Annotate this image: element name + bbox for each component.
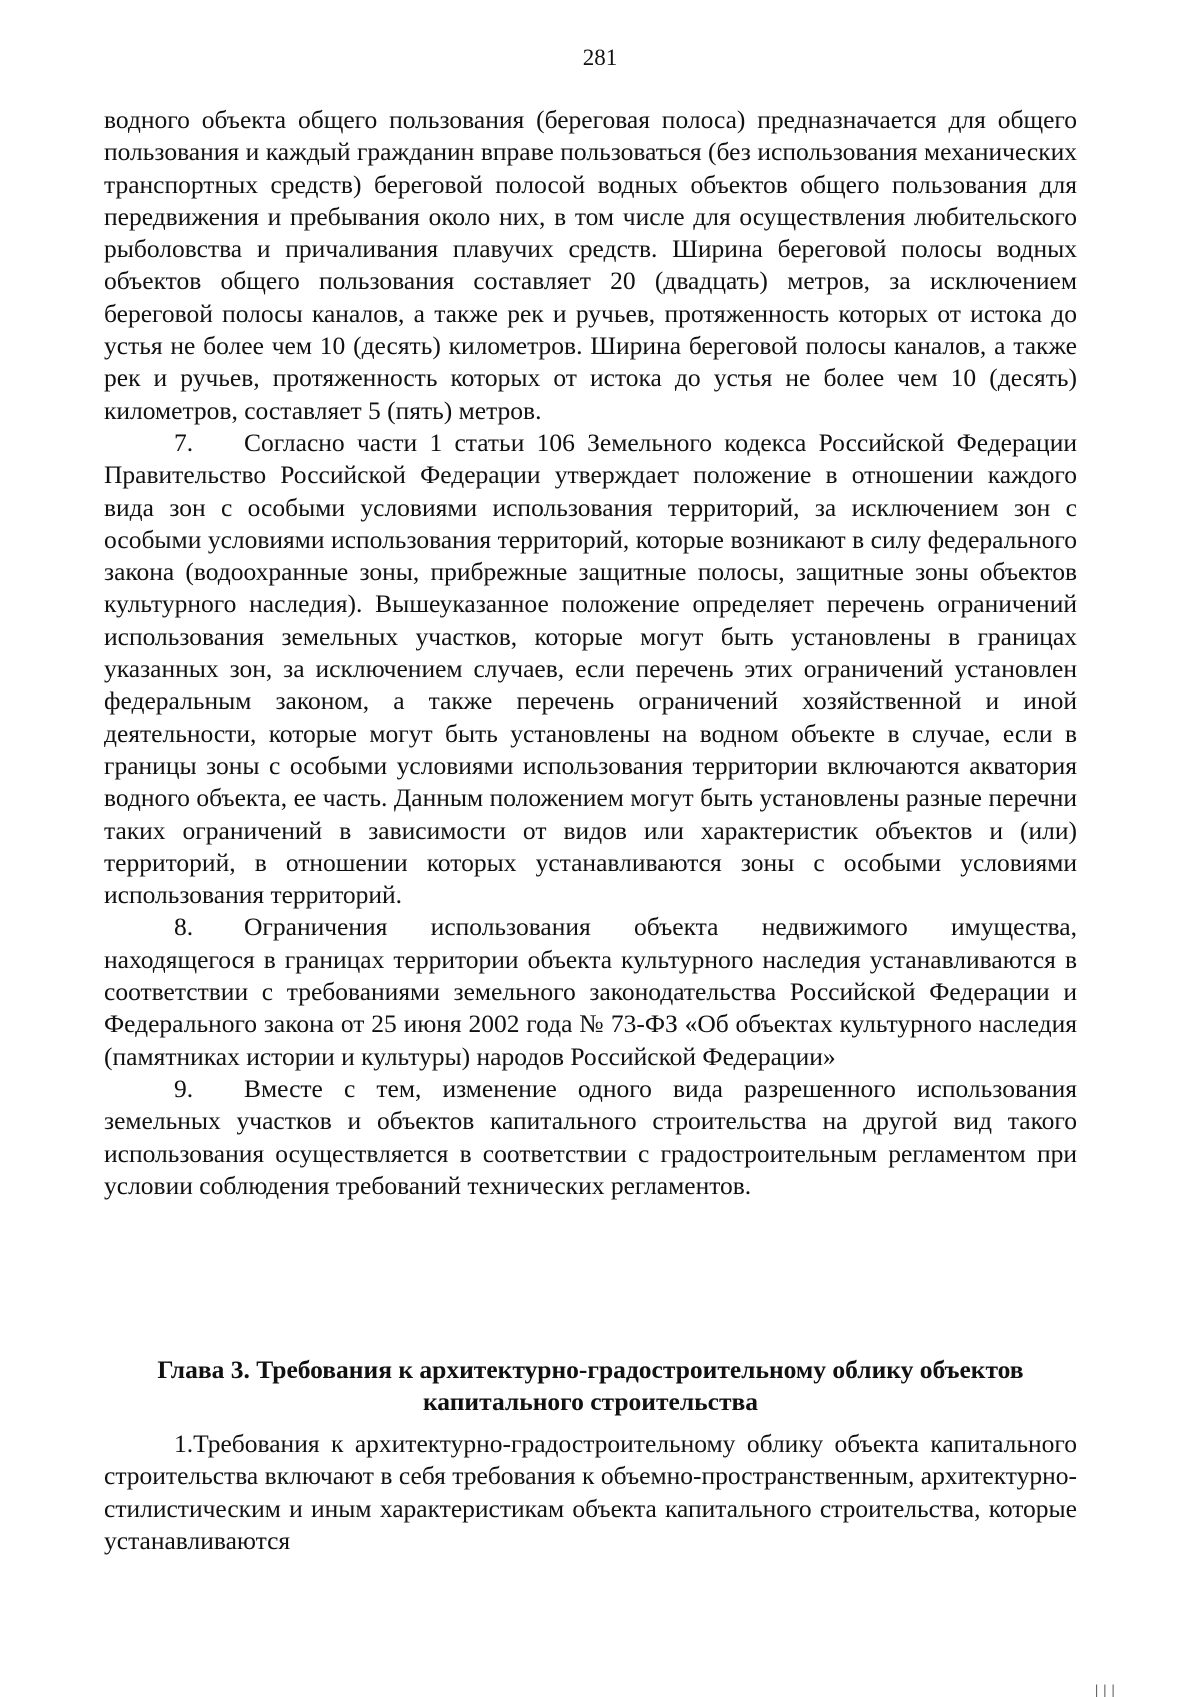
paragraph-number: 7. [174,427,194,457]
chapter-paragraph-1: 1.Требования к архитектурно-градостроительному облику объекта капитального строительства включают в себя требования к объемно-пространственным, архитектурно-стилистическим и иным характеристикам объекта капитального строительства, которые устанавливаются [104,1429,1077,1555]
chapter-heading-line-1: Глава 3. Требования к архитектурно-градостроительному облику объектов [157,1355,1024,1384]
continuation-paragraph: водного объекта общего пользования (береговая полоса) предназначается для общего пользования и каждый гражданин вправе пользоваться (без использования механических транспортных средств) береговой полосой водных объектов общего пользования для передвижения и пребывания около них, в том числе для осуществления любительского рыболовства и причаливания плавучих средств. Ширина береговой полосы водных объектов общего пользования составляет 20 (двадцать) метров, за исключением береговой полосы каналов, а также рек и ручьев, протяженность которых от истока до устья не более чем 10 (десять) километров. Ширина береговой полосы каналов, а также рек и ручьев, протяженность которых от истока до устья не более чем 10 (десять) километров, составляет 5 (пять) метров. [104,105,1077,425]
chapter-heading-line-2: капитального строительства [423,1387,758,1417]
paragraph-text: Согласно части 1 статьи 106 Земельного кодекса Российской Федерации Правительство Российской Федерации утверждает положение в отношении каждого вида зон с особыми условиями использования территорий, за исключением зон с особыми условиями использования территорий, которые возникают в силу федерального закона (водоохранные зоны, прибрежные защитные полосы, защитные зоны объектов культурного наследия). Вышеуказанное положение определяет перечень ограничений использования земельных участков, которые могут быть установлены в границах указанных зон, за исключением случаев, если перечень этих ограничений установлен федеральным законом, а также перечень ограничений хозяйственной и иной деятельности, которые могут быть установлены на водном объекте в случае, если в границы зоны с особыми условиями использования территории включаются акватория водного объекта, ее часть. Данным положением могут быть установлены разные перечни таких ограничений в зависимости от видов или характеристик объектов и (или) территорий, в отношении которых устанавливаются зоны с особыми условиями использования территорий. [104,427,1077,910]
page-number: 281 [582,45,618,70]
paragraph-number: 8. [174,912,194,942]
paragraph-text: Вместе с тем, изменение одного вида разрешенного использования земельных участков и объектов капитального строительства на другой вид такого использования осуществляется в соответствии с градостроительным регламентом при условии соблюдения требований технических регламентов. [104,1073,1077,1200]
chapter-heading [104,1354,1077,1419]
numbered-paragraph-9 [104,1073,1077,1202]
body-text [104,104,1077,1202]
numbered-paragraph-8 [104,911,1077,1072]
paragraph-number: 9. [174,1073,194,1103]
chapter-text [104,1428,1077,1557]
scan-mark: ||| [1093,1683,1118,1697]
paragraph-text: Ограничения использования объекта недвижимого имущества, находящегося в границах территории объекта культурного наследия устанавливаются в соответствии с требованиями земельного законодательства Российской Федерации и Федерального закона от 25 июня 2002 года № 73-ФЗ «Об объектах культурного наследия (памятниках истории и культуры) народов Российской Федерации» [104,912,1077,1071]
numbered-paragraph-7 [104,427,1077,911]
